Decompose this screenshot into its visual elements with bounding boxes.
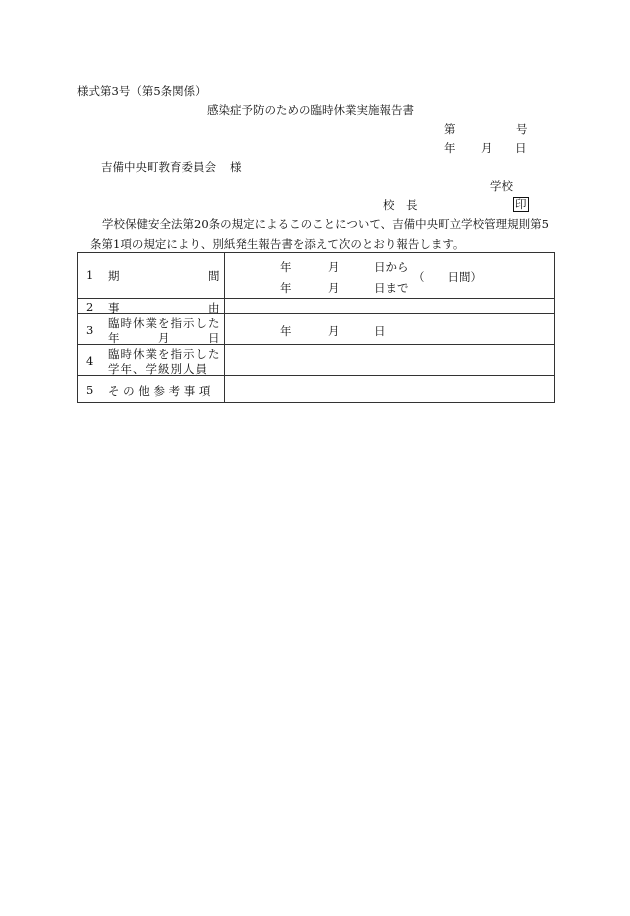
row-class-counts [78,345,555,376]
class-counts-label-cell [78,345,225,376]
doc-number-prefix: 第 [444,122,456,136]
row-other-notes [78,376,555,403]
period-label-b: 間 [208,269,220,283]
order-year: 年 [280,324,292,338]
other-notes-label: そ の 他 参 考 事 項 [108,384,211,398]
addressee: 吉備中央町教育委員会 [101,160,216,174]
to-month: 月 [328,281,340,295]
order-date-label-cell [78,314,225,345]
class-counts-value-cell [225,345,555,376]
order-month: 月 [328,324,340,338]
document-title: 感染症予防のための臨時休業実施報告書 [207,103,414,117]
from-day: 日から [374,260,409,274]
row-period [78,253,555,299]
order-date-label-month: 月 [158,331,170,345]
date-year: 年 [444,141,456,155]
seal-mark [513,197,529,212]
other-notes-value-cell [225,376,555,403]
day-count: （ 日間） [413,270,482,284]
body-text: 学校保健安全法第20条の規定によるこのことについて、吉備中央町立学校管理規則第5条第1項の規定により、別紙発生報告書を添えて次のとおり報告します。 [90,217,549,251]
period-label-cell [78,253,225,299]
order-day: 日 [374,324,386,338]
order-date-value-cell [225,314,555,345]
row-order-date [78,314,555,345]
class-counts-label-line1: 臨時休業を指示した [108,347,221,361]
period-value-cell [225,253,555,299]
body-paragraph [90,214,558,254]
row-number: 4 [86,354,94,368]
report-table [77,252,555,403]
order-date-label-day: 日 [208,331,220,345]
date-month: 月 [481,141,493,155]
row-number: 1 [86,268,94,282]
from-month: 月 [328,260,340,274]
row-reason [78,299,555,314]
date-day: 日 [515,141,527,155]
school-label: 学校 [490,179,513,193]
row-number: 3 [86,323,94,337]
reason-value-cell [225,299,555,314]
row-number: 2 [86,300,94,314]
honorific: 様 [230,160,242,174]
order-date-label-line1: 臨時休業を指示した [108,316,221,330]
other-notes-label-cell [78,376,225,403]
seal-text: 印 [515,197,527,211]
principal-label: 校 長 [383,198,418,212]
reason-label-cell [78,299,225,314]
reason-label-a: 事 [108,301,120,315]
to-year: 年 [280,281,292,295]
class-counts-label-line2: 学年、学級別人員 [108,362,208,376]
from-year: 年 [280,260,292,274]
row-number: 5 [86,383,94,397]
period-label-a: 期 [108,269,120,283]
form-number: 様式第3号（第5条関係） [77,84,207,98]
reason-label-b: 由 [208,301,220,315]
doc-number-suffix: 号 [516,122,528,136]
order-date-label-year: 年 [108,331,120,345]
to-day: 日まで [374,281,409,295]
